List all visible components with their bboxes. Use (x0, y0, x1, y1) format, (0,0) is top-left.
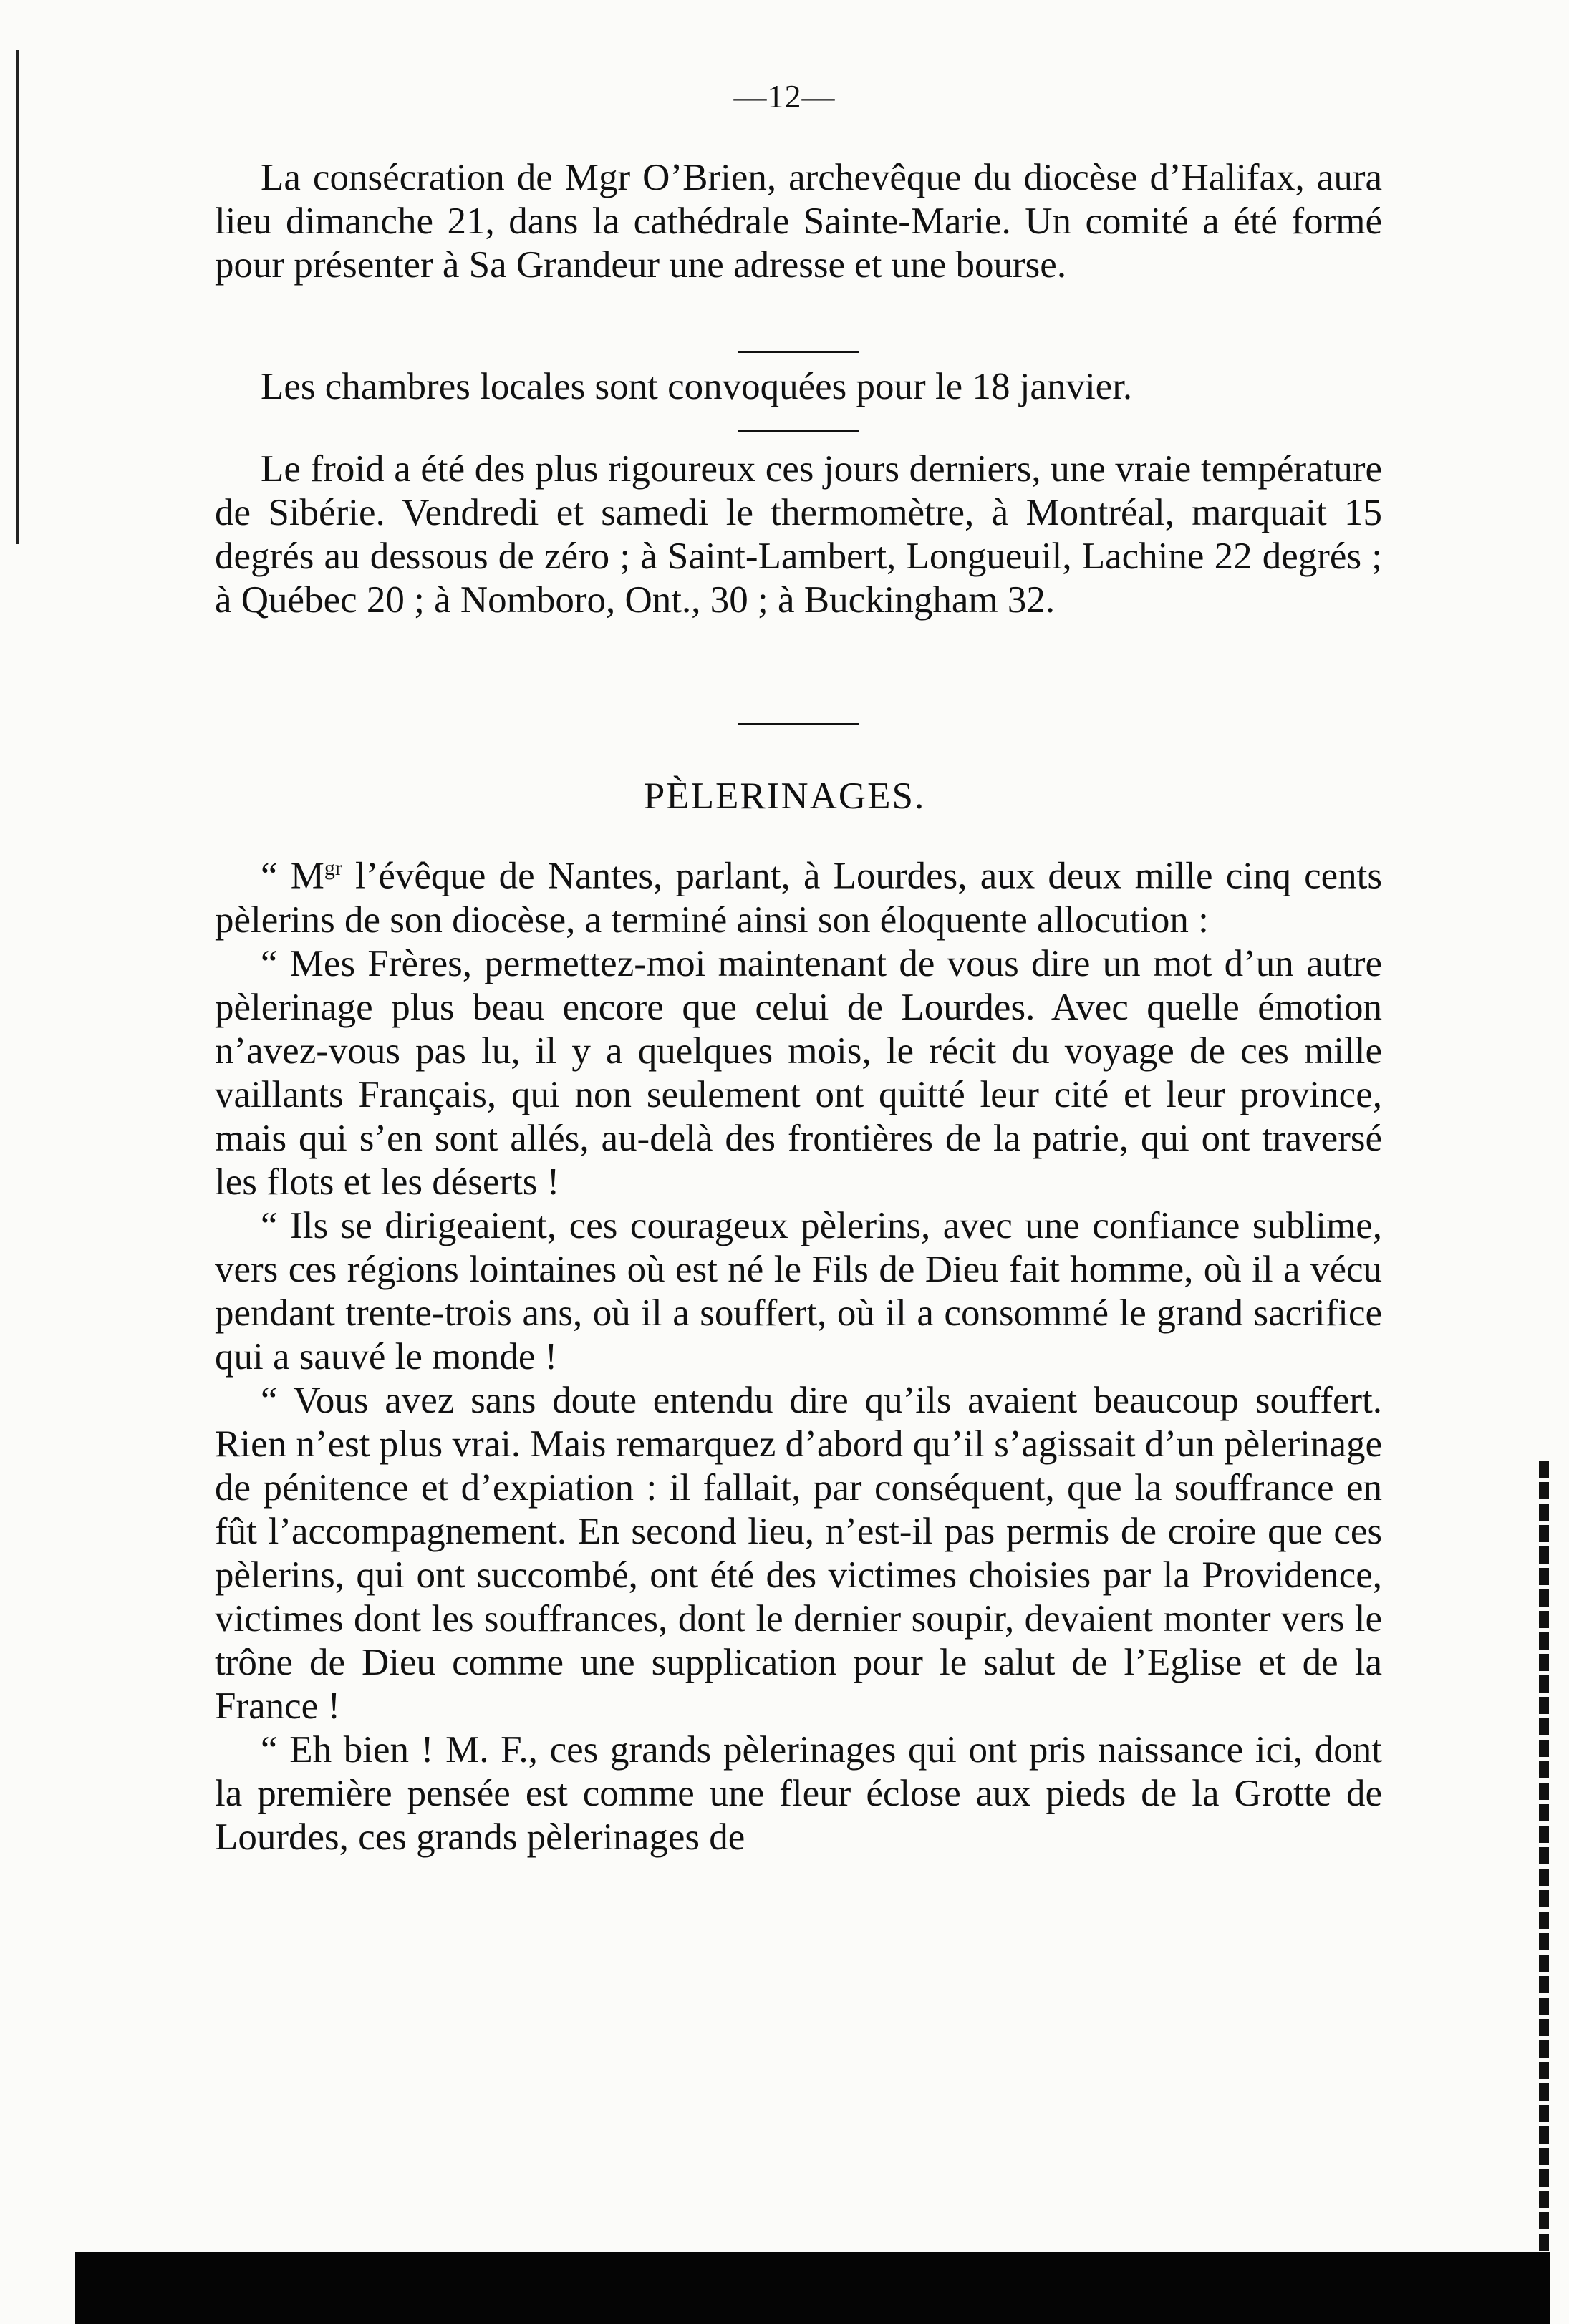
paragraph-intro (215, 846, 1382, 942)
news-item-chambres (215, 365, 1382, 409)
scan-edge-bottom (75, 2252, 1550, 2324)
paragraph-quote-2: “ Ils se dirigeaient, ces courageux pèlerins, avec une confiance sublime, vers ces régions lointaines où est né le Fils de Dieu fait homme, où il a vécu pendant trente-trois ans, où il a souffert, où il a consommé le grand sacrifice qui a sauvé le monde ! (215, 1204, 1382, 1378)
news-item-consecration (215, 156, 1382, 287)
paragraph-quote-3: “ Vous avez sans doute entendu dire qu’ils avaient beaucoup souffert. Rien n’est plus vrai. Mais remarquez d’abord qu’il s’agissait d’un pèlerinage de pénitence et d’expiation : il fallait, par conséquent, que la souffrance en fût l’accompagnement. En second lieu, n’est-il pas permis de croire que ces pèlerins, qui ont succombé, ont été des victimes choisies par la Providence, victimes dont les souffrances, dont le dernier soupir, devaient monter vers le trône de Dieu comme une supplication pour le salut de l’Eglise et de la France ! (215, 1379, 1382, 1727)
news-item-froid (215, 447, 1382, 622)
intro-superscript: gr (324, 856, 342, 880)
paragraph-chambres: Les chambres locales sont convoquées pour le 18 janvier. (261, 366, 1133, 407)
page-number: —12— (733, 78, 836, 115)
separator-rule (738, 430, 859, 432)
scan-edge-right (1539, 1461, 1549, 2262)
paragraph-consecration: La consécration de Mgr O’Brien, archevêque du diocèse d’Halifax, aura lieu dimanche 21, dans la cathédrale Sainte-Marie. Un comité a été formé pour présenter à Sa Grandeur une adresse et une bourse. (215, 157, 1382, 286)
section-body (215, 846, 1382, 1859)
scan-edge-left (16, 50, 19, 544)
intro-open: “ M (261, 855, 324, 897)
paragraph-quote-4: “ Eh bien ! M. F., ces grands pèlerinages qui ont pris naissance ici, dont la première pensée est comme une fleur éclose aux pieds de la Grotte de Lourdes, ces grands pèlerinages de (215, 1728, 1382, 1858)
intro-rest: l’évêque de Nantes, parlant, à Lourdes, aux deux mille cinq cents pèlerins de son diocèse, a terminé ainsi son éloquente allocution : (215, 855, 1383, 941)
paragraph-quote-1: “ Mes Frères, permettez-moi maintenant de vous dire un mot d’un autre pèlerinage plus beau encore que celui de Lourdes. Avec quelle émotion n’avez-vous pas lu, il y a quelques mois, le récit du voyage de ces mille vaillants Français, qui non seulement ont quitté leur cité et leur province, mais qui s’en sont allés, au-delà des frontières de la patrie, qui ont traversé les flots et les déserts ! (215, 942, 1382, 1203)
section-title: PÈLERINAGES. (643, 775, 926, 817)
paragraph-froid: Le froid a été des plus rigoureux ces jours derniers, une vraie température de Sibérie. Vendredi et samedi le thermomètre, à Montréal, marquait 15 degrés au dessous de zéro ; à Saint-Lambert, Longueuil, Lachine 22 degrés ; à Québec 20 ; à Nomboro, Ont., 30 ; à Buckingham 32. (215, 448, 1382, 621)
separator-rule (738, 351, 859, 353)
separator-rule (738, 723, 859, 725)
